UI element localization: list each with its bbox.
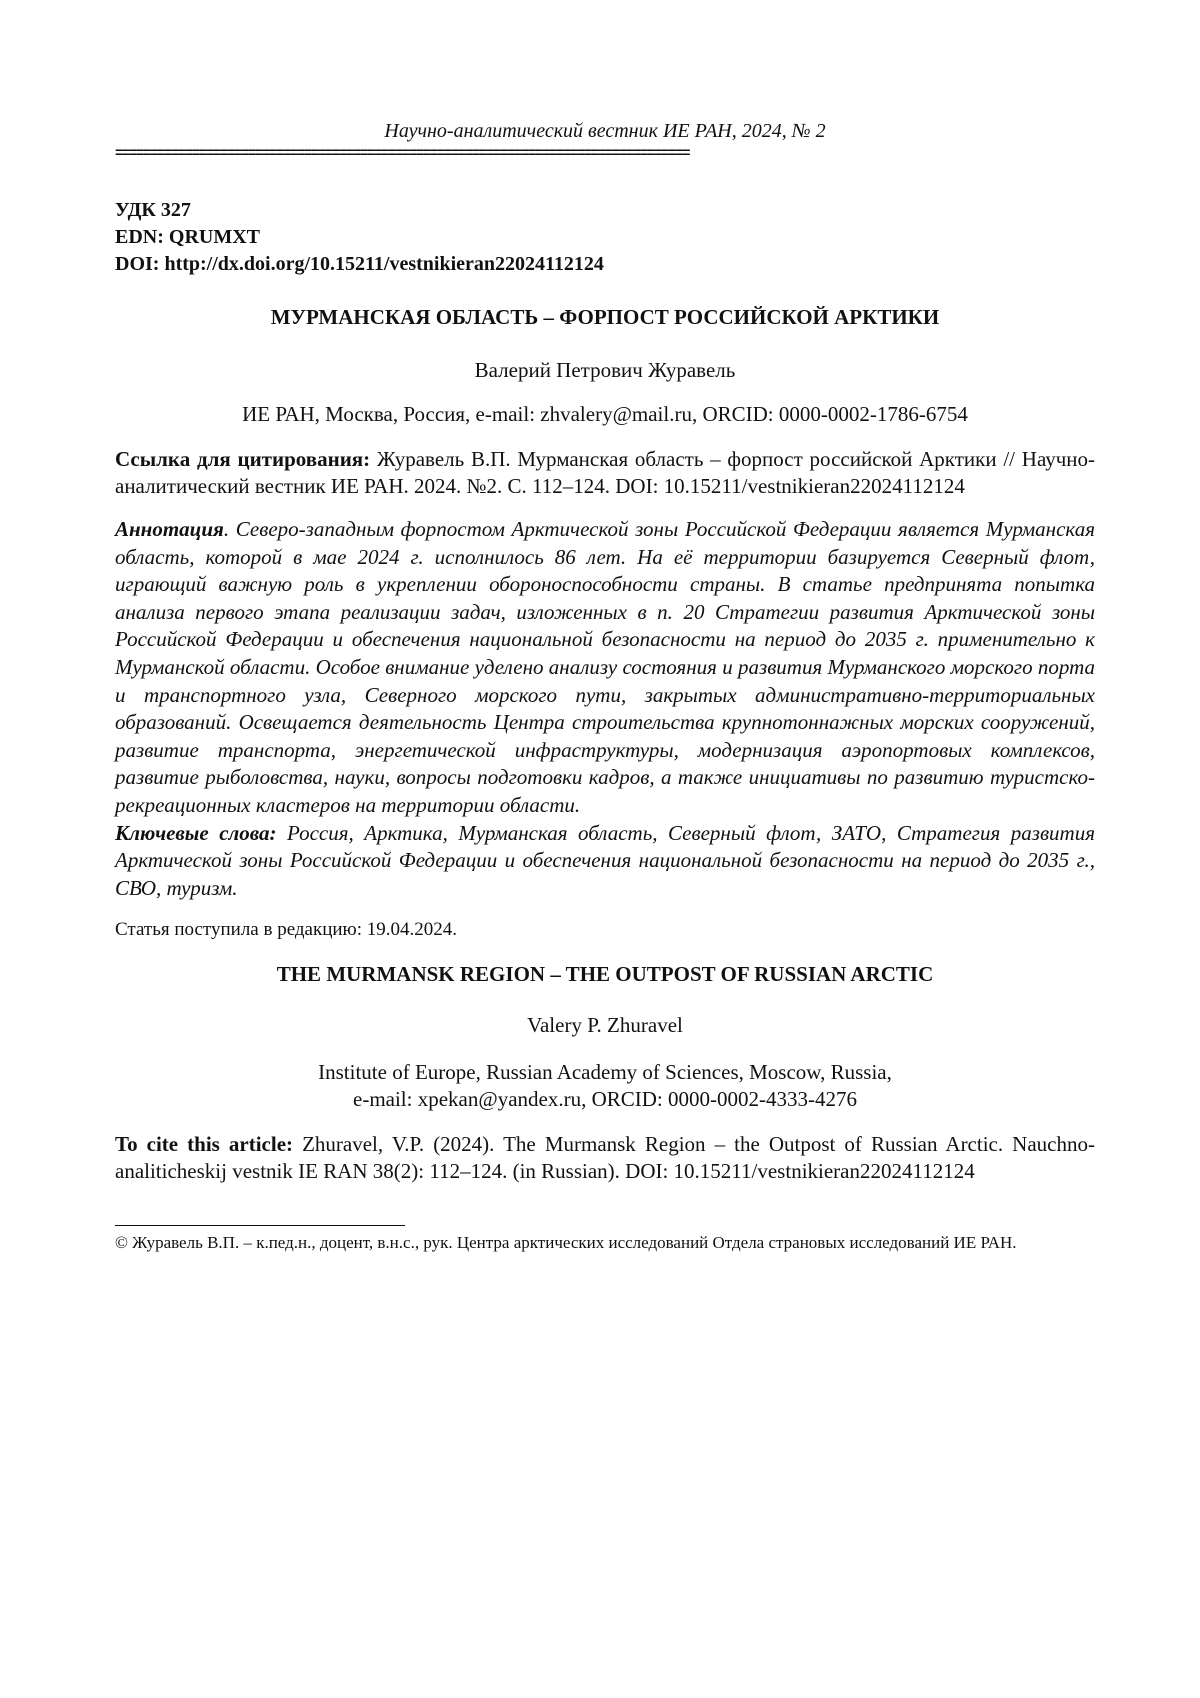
article-title-ru: МУРМАНСКАЯ ОБЛАСТЬ – ФОРПОСТ РОССИЙСКОЙ АРКТИКИ [270, 305, 940, 329]
received-date: Статья поступила в редакцию: 19.04.2024. [115, 919, 458, 941]
keywords-label-ru: Ключевые слова: [115, 820, 277, 845]
udk-code: УДК 327 [115, 199, 191, 221]
affiliation-line-2-en: e-mail: xpekan@yandex.ru, ORCID: 0000-0002-4333-4276 [353, 1087, 857, 1112]
edn-code: EDN: QRUMXT [115, 226, 260, 248]
citation-label-ru: Ссылка для цитирования: [115, 447, 371, 471]
abstract-label-ru: Аннотация [115, 517, 224, 541]
citation-en [115, 1131, 1095, 1185]
citation-ru [115, 446, 1095, 500]
running-header: Научно-аналитический вестник ИЕ РАН, 2024, № 2 [384, 120, 826, 142]
author-name-en: Valery P. Zhuravel [527, 1013, 683, 1038]
doi-link[interactable]: DOI: http://dx.doi.org/10.15211/vestnikieran22024112124 [115, 253, 604, 275]
citation-label-en: To cite this article: [115, 1132, 294, 1157]
citation-text-ru: Журавель В.П. Мурманская область – форпост российской Арктики // Научно-аналитический вестник ИЕ РАН. 2024. №2. С. 112–124. DOI: 10.15211/vestnikieran22024112124 [115, 447, 1095, 498]
article-page [115, 118, 1095, 1254]
affiliation-line-1-en: Institute of Europe, Russian Academy of Sciences, Moscow, Russia, [318, 1060, 892, 1085]
abstract-ru [115, 516, 1095, 820]
header-rule: ================================================================================== [115, 147, 690, 161]
keywords-ru [115, 820, 1095, 903]
abstract-text-ru: . Северо-западным форпостом Арктической зоны Российской Федерации является Мурманская область, которой в мае 2024 г. исполнилось 86 лет. На её территории базируется Северный флот, играющий важную роль в укреплении обороноспособности страны. В статье предпринята попытка анализа первого этапа реализации задач, изложенных в п. 20 Стратегии развития Арктической зоны Российской Федерации и обеспечения национальной безопасности на период до 2035 г. применительно к Мурманской области. Особое внимание уделено анализу состояния и развития Мурманского морского порта и транспортного узла, Северного морского пути, закрытых административно-территориальных образований. Освещается деятельность Центра строительства крупнотоннажных морских сооружений, развитие транспорта, энергетической инфраструктуры, модернизация аэропортовых комплексов, развитие рыболовства, науки, вопросы подготовки кадров, а также инициативы по развитию туристско-рекреационных кластеров на территории области. [115, 517, 1095, 817]
footnote-separator [115, 1225, 405, 1226]
citation-text-en: Zhuravel, V.P. (2024). The Murmansk Region – the Outpost of Russian Arctic. Nauchno-analiticheskij vestnik IE RAN 38(2): 112–124. (in Russian). DOI: 10.15211/vestnikieran22024112124 [115, 1132, 1095, 1184]
article-title-en: THE MURMANSK REGION – THE OUTPOST OF RUSSIAN ARCTIC [276, 962, 934, 987]
author-footnote: © Журавель В.П. – к.пед.н., доцент, в.н.с., рук. Центра арктических исследований Отдела страновых исследований ИЕ РАН. [115, 1233, 1017, 1253]
article-meta [115, 197, 1095, 278]
author-name-ru: Валерий Петрович Журавель [474, 358, 736, 382]
author-affiliation-en [115, 1059, 1095, 1113]
keywords-text-ru: Россия, Арктика, Мурманская область, Северный флот, ЗАТО, Стратегия развития Арктической зоны Российской Федерации и обеспечения национальной безопасности на период до 2035 г., СВО, туризм. [115, 820, 1095, 900]
author-affiliation-ru: ИЕ РАН, Москва, Россия, e-mail: zhvalery@mail.ru, ORCID: 0000-0002-1786-6754 [242, 402, 968, 426]
